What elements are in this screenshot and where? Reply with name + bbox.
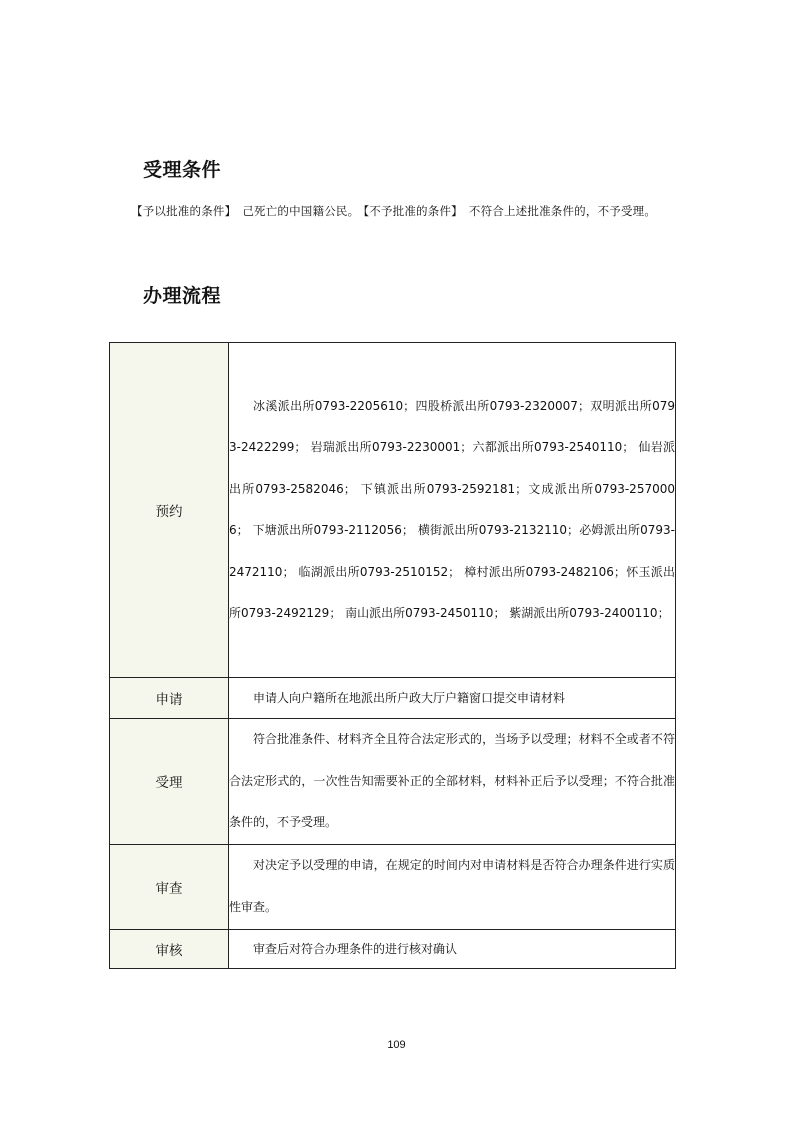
table-row: [110, 343, 676, 678]
conditions-heading: 受理条件: [143, 159, 222, 181]
table-row: [110, 678, 676, 719]
table-row: [110, 929, 676, 968]
page-number: 109: [387, 1039, 406, 1051]
step-content-accept: 符合批准条件、材料齐全且符合法定形式的，当场予以受理；材料不全或者不符合法定形式的，一次性告知需要补正的全部材料，材料补正后予以受理；不符合批准条件的，不予受理。: [229, 719, 676, 845]
reject-condition-text: 不符合上述批准条件的，不予受理。: [468, 204, 657, 218]
step-label-appointment: 预约: [110, 343, 229, 678]
table-row: [110, 844, 676, 929]
conditions-paragraph: [131, 203, 731, 219]
step-label-apply: 申请: [110, 678, 229, 719]
process-heading: 办理流程: [143, 285, 222, 307]
step-content-appointment: 冰溪派出所0793-2205610；四股桥派出所0793-2320007；双明派出所0793-2422299； 岩瑞派出所0793-2230001；六都派出所0793-2540110； 仙岩派出所0793-2582046； 下镇派出所0793-2592181；文成派出所0793-2570006； 下塘派出所0793-2112056； 横街派出所0793-2132110；必姆派出所0793-2472110； 临湖派出所0793-2510152； 樟村派出所0793-2482106；怀玉派出所0793-2492129； 南山派出所0793-2450110； 紫湖派出所0793-2400110；: [229, 343, 676, 678]
step-label-accept: 受理: [110, 719, 229, 845]
step-content-audit: 审查后对符合办理条件的进行核对确认: [229, 929, 676, 968]
table-row: [110, 719, 676, 845]
step-content-review: 对决定予以受理的申请，在规定的时间内对申请材料是否符合办理条件进行实质性审查。: [229, 844, 676, 929]
process-table: [109, 342, 676, 969]
step-content-apply: 申请人向户籍所在地派出所户政大厅户籍窗口提交申请材料: [229, 678, 676, 719]
approve-condition-text: 己死亡的中国籍公民。: [242, 204, 360, 218]
approve-condition-tag: 【予以批准的条件】: [131, 204, 237, 218]
step-label-audit: 审核: [110, 929, 229, 968]
reject-condition-tag: 【不予批准的条件】: [363, 204, 463, 218]
step-label-review: 审查: [110, 844, 229, 929]
